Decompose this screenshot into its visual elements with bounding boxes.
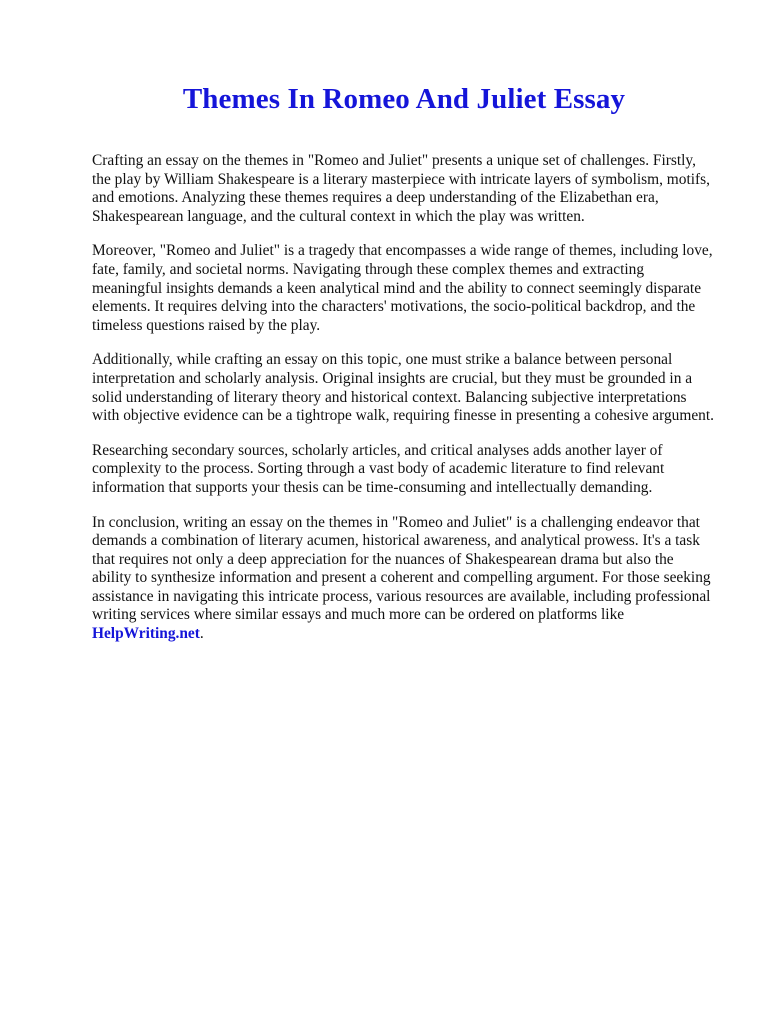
paragraph-balance: Additionally, while crafting an essay on this topic, one must strike a balance between personal interpretation and scholarly analysis. Original insights are crucial, but they must be grounded in a solid understanding of literary theory and historical context. Balancing subjective interpretations with objective evidence can be a tightrope walk, requiring finesse in presenting a cohesive argument. bbox=[92, 351, 714, 425]
paragraph-themes: Moreover, "Romeo and Juliet" is a tragedy that encompasses a wide range of themes, including love, fate, family, and societal norms. Navigating through these complex themes and extracting meaningful insights demands a keen analytical mind and the ability to connect seemingly disparate elements. It requires delving into the characters' motivations, the socio-political backdrop, and the timeless questions raised by the play. bbox=[92, 242, 713, 334]
helpwriting-link[interactable]: HelpWriting.net bbox=[92, 625, 200, 643]
conclusion-trailing: . bbox=[199, 625, 204, 643]
page-title: Themes In Romeo And Juliet Essay bbox=[182, 83, 626, 115]
conclusion-text: In conclusion, writing an essay on the themes in "Romeo and Juliet" is a challenging endeavor that demands a combination of literary acumen, historical awareness, and analytical prowess. It's a task that requires not only a deep appreciation for the nuances of Shakespearean drama but also the ability to synthesize information and present a coherent and compelling argument. For those seeking assistance in navigating this intricate process, various resources are available, including professional writing services where similar essays and much more can be ordered on platforms like bbox=[92, 513, 711, 624]
paragraph-intro: Crafting an essay on the themes in "Romeo and Juliet" presents a unique set of challenges. Firstly, the play by William Shakespeare is a literary masterpiece with intricate layers of symbolism, motifs, and emotions. Analyzing these themes requires a deep understanding of the Elizabethan era, Shakespearean language, and the cultural context in which the play was written. bbox=[92, 152, 710, 225]
paragraph-research: Researching secondary sources, scholarly articles, and critical analyses adds another layer of complexity to the process. Sorting through a vast body of academic literature to find relevant information that supports your thesis can be time-consuming and intellectually demanding. bbox=[92, 441, 665, 496]
paragraph-conclusion bbox=[92, 514, 716, 644]
